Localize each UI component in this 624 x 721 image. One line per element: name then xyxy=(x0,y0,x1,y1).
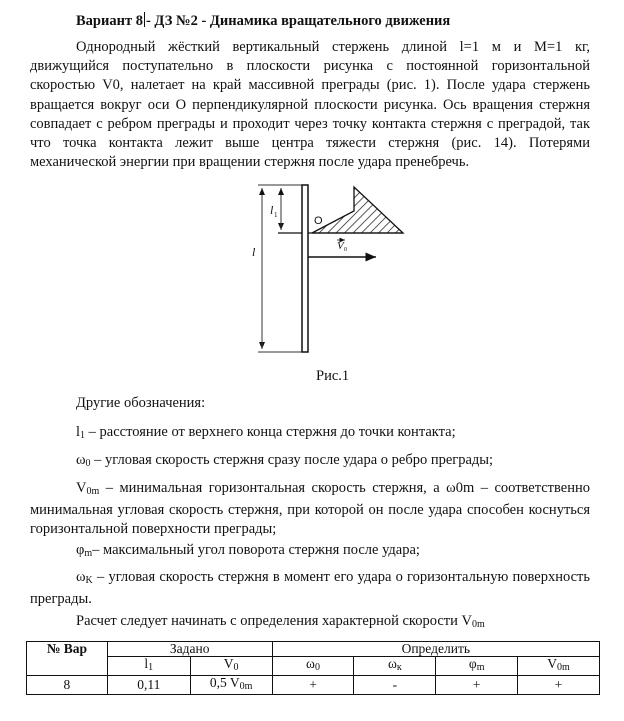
sub: K xyxy=(85,575,93,586)
subheader-v0 xyxy=(190,657,272,676)
notation-wk xyxy=(30,568,590,609)
subheader-phim xyxy=(436,657,518,676)
table-header-row xyxy=(27,642,600,657)
sub: 0m xyxy=(557,662,570,673)
sub: 1 xyxy=(148,662,154,673)
subheader-w0 xyxy=(272,657,354,676)
obstacle xyxy=(312,187,403,233)
header-given: Задано xyxy=(107,642,272,657)
sub: 0 xyxy=(314,662,320,673)
desc: – минимальная горизонтальная скорость стержня, а ω0m – соответственно минимальная угловая скорость стержня, при которой он после удара способен коснуться горизонтальной поверхности преграды; xyxy=(30,480,590,538)
sub: 1 xyxy=(80,430,86,441)
sub: m xyxy=(476,662,485,673)
notation-heading: Другие обозначения: xyxy=(76,395,206,411)
label-v0-sub: 0 xyxy=(344,247,347,253)
desc: – расстояние от верхнего конца стержня до точки контакта; xyxy=(85,424,456,440)
title-variant: Вариант 8 xyxy=(76,13,143,29)
notation-w0 xyxy=(76,452,493,469)
cell-w0: + xyxy=(272,676,354,695)
desc: – максимальный угол поворота стержня после удара; xyxy=(92,542,420,558)
variant-table xyxy=(26,641,600,695)
cell-phim: + xyxy=(436,676,518,695)
header-find: Определить xyxy=(272,642,599,657)
sym: ω xyxy=(76,452,86,468)
figure-caption: Рис.1 xyxy=(316,368,350,384)
sub: m xyxy=(84,548,93,559)
desc: – угловая скорость стержня сразу после удара о ребро преграды; xyxy=(90,452,494,468)
sym: l xyxy=(76,424,81,440)
notation-phim xyxy=(76,542,420,559)
calc-instruction xyxy=(76,613,485,630)
label-v0: V xyxy=(337,240,344,252)
cell-l1: 0,11 xyxy=(107,676,190,695)
subheader-l1 xyxy=(107,657,190,676)
sym: φ xyxy=(468,656,477,671)
title-topic: - ДЗ №2 - Динамика вращательного движения xyxy=(145,13,451,29)
val: 0,5 V xyxy=(209,675,240,690)
problem-text: Однородный жёсткий вертикальный стержень длиной l=1 м и М=1 кг, движущийся поступательно в плоскости рисунка с постоянной горизонтальной скоростью V0, налетает на край массивной преграды (рис. 1). После удара стержень вращается вокруг оси О перпендикулярной плоскости рисунка. Ось вращения стержня совпадает с ребром преграды и проходит через точку контакта стержня с преградой, так что точка контакта лежит выше центра тяжести стержня (рис. 14). Потерями механической энергии при вращении стержня после удара пренебречь. xyxy=(30,39,590,171)
sym: ω xyxy=(76,569,86,585)
sub: 0m xyxy=(86,486,100,497)
cell-wk: - xyxy=(354,676,436,695)
sym: l xyxy=(144,656,149,671)
sym: φ xyxy=(76,542,85,558)
subheader-wk xyxy=(354,657,436,676)
sub: 0 xyxy=(85,458,91,469)
label-l: l xyxy=(252,245,256,259)
sym: V xyxy=(76,480,87,496)
sym: ω xyxy=(306,656,315,671)
cell-var: 8 xyxy=(27,676,108,695)
sub: 0m xyxy=(471,619,485,630)
desc: Расчет следует начинать с определения характерной скорости V xyxy=(76,613,472,629)
notation-v0m xyxy=(30,479,590,540)
notation-l1 xyxy=(76,424,456,441)
sub: 0 xyxy=(233,662,239,673)
rod xyxy=(302,185,308,352)
sub: к xyxy=(396,662,402,673)
subheader-v0m xyxy=(518,657,600,676)
sym: V xyxy=(547,656,558,671)
cell-v0m: + xyxy=(518,676,600,695)
label-o: O xyxy=(314,215,323,227)
desc: – угловая скорость стержня в момент его удара о горизонтальную поверхность преграды. xyxy=(30,569,590,608)
sym: ω xyxy=(387,656,397,671)
table-subheader-row xyxy=(27,657,600,676)
sub: 0m xyxy=(239,681,253,692)
sym: V xyxy=(223,656,234,671)
header-var: № Вар xyxy=(27,642,108,676)
label-l1-sub: 1 xyxy=(274,211,278,219)
table-row xyxy=(27,676,600,695)
label-l1: l xyxy=(270,203,274,217)
cell-v0 xyxy=(190,676,272,695)
